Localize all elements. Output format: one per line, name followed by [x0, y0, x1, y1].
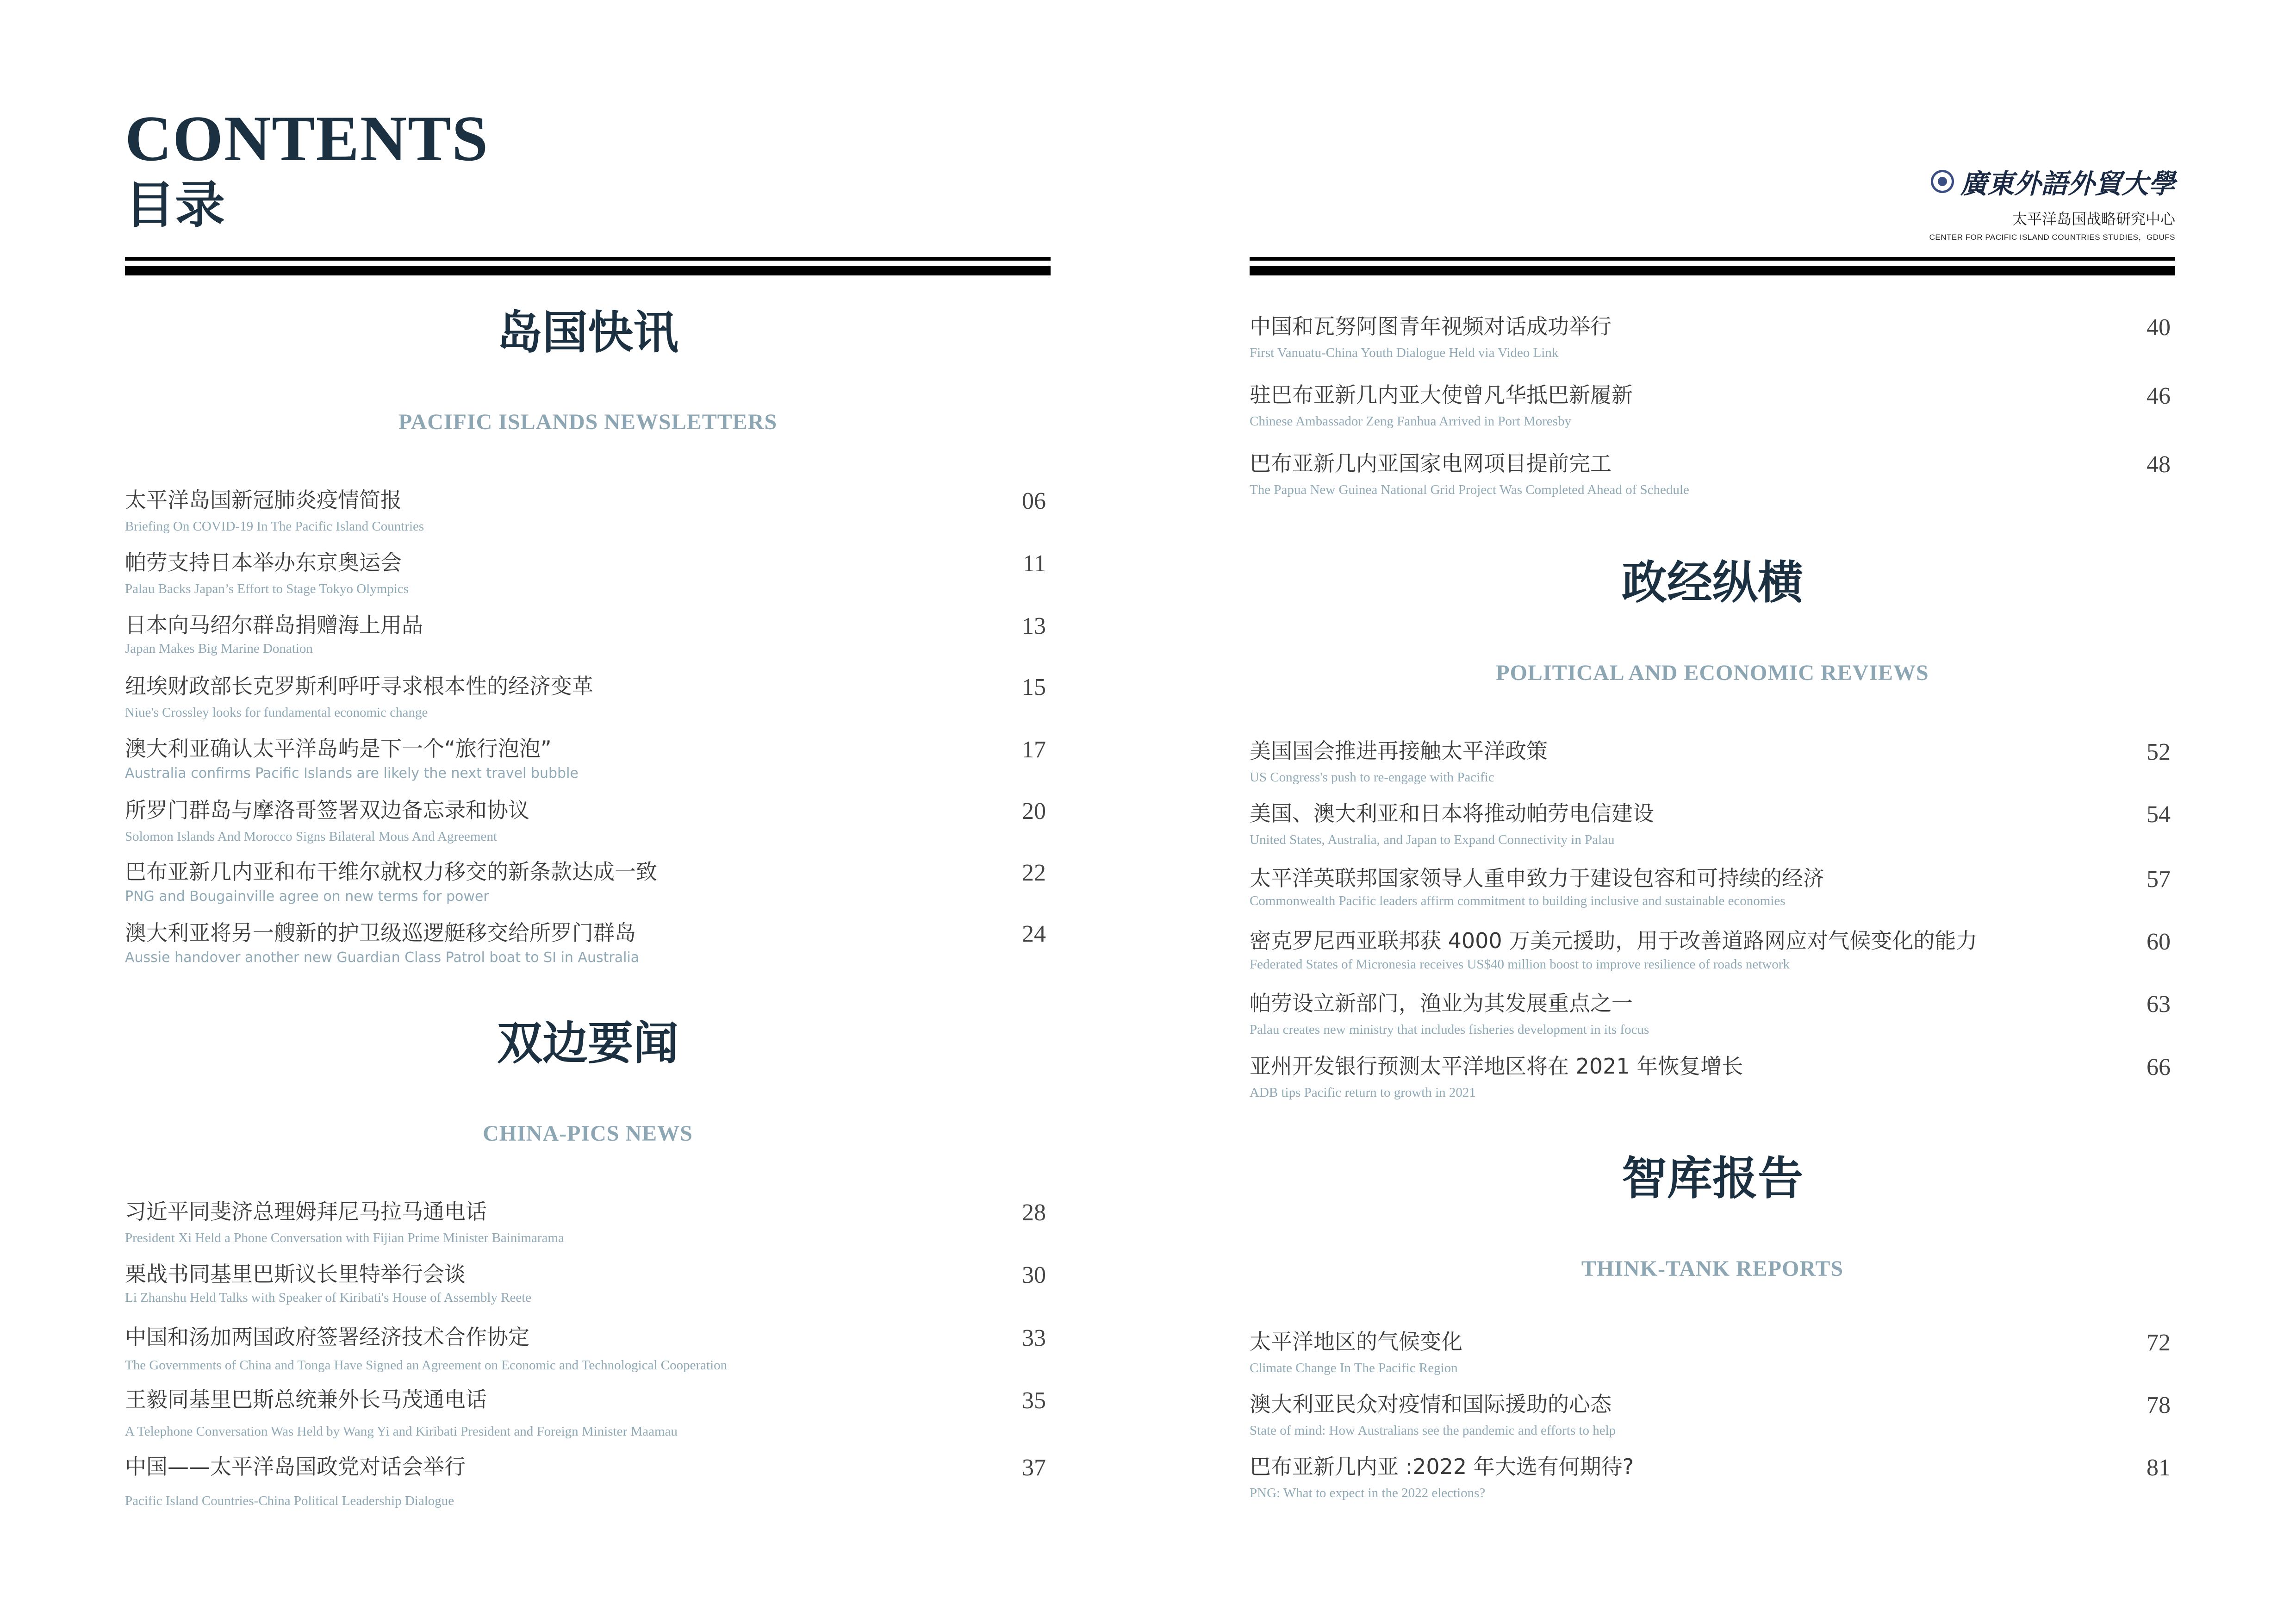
entry-title-en: Federated States of Micronesia receives US$40 million boost to improve resilience of roads network — [1250, 957, 1790, 972]
entry-title-cn: 美国国会推进再接触太平洋政策 — [1250, 738, 1548, 763]
entry-title-cn: 澳大利亚将另一艘新的护卫级巡逻艇移交给所罗门群岛 — [125, 920, 636, 945]
entry-title-cn: 澳大利亚确认太平洋岛屿是下一个“旅行泡泡” — [125, 736, 552, 761]
entry-page-number: 48 — [2147, 451, 2171, 478]
toc-entry[interactable] — [1250, 1330, 2175, 1386]
entry-page-number: 15 — [1022, 674, 1046, 700]
entry-title-en: ADB tips Pacific return to growth in 2021 — [1250, 1085, 1476, 1100]
entry-title-cn: 中国和汤加两国政府签署经济技术合作协定 — [125, 1324, 529, 1349]
entry-page-number: 37 — [1022, 1455, 1046, 1481]
entry-page-number: 11 — [1022, 550, 1046, 577]
section-title-cn: 岛国快讯 — [497, 306, 678, 359]
entry-title-en: President Xi Held a Phone Conversation with Fijian Prime Minister Bainimarama — [125, 1230, 564, 1245]
entry-title-cn: 栗战书同基里巴斯议长里特举行会谈 — [125, 1262, 466, 1287]
entry-page-number: 46 — [2147, 383, 2171, 409]
entry-title-en: PNG: What to expect in the 2022 elections? — [1250, 1486, 1486, 1500]
section-title-cn: 双边要闻 — [497, 1017, 678, 1070]
entry-page-number: 17 — [1022, 737, 1046, 763]
entry-title-en: Briefing On COVID-19 In The Pacific Island Countries — [125, 519, 424, 534]
entry-page-number: 22 — [1022, 860, 1046, 886]
entry-page-number: 24 — [1022, 921, 1046, 947]
toc-entry[interactable] — [125, 675, 1051, 730]
entry-page-number: 20 — [1022, 798, 1046, 824]
toc-entry[interactable] — [125, 551, 1051, 606]
toc-entry[interactable] — [1250, 1455, 2175, 1511]
toc-entry[interactable] — [125, 1455, 1051, 1511]
toc-entry[interactable] — [125, 737, 1051, 793]
entry-title-en: Commonwealth Pacific leaders affirm commitment to building inclusive and sustainable economies — [1250, 893, 1786, 908]
entry-title-cn: 太平洋岛国新冠肺炎疫情简报 — [125, 487, 402, 512]
section-title-en: POLITICAL AND ECONOMIC REVIEWS — [1496, 661, 1929, 685]
toc-entry[interactable] — [125, 921, 1051, 977]
entry-title-cn: 习近平同斐济总理姆拜尼马拉马通电话 — [125, 1199, 487, 1224]
header-rule-thick — [125, 266, 1051, 275]
entry-page-number: 52 — [2147, 739, 2171, 765]
toc-entry[interactable] — [1250, 992, 2175, 1047]
entry-title-cn: 帕劳设立新部门，渔业为其发展重点之一 — [1250, 991, 1633, 1016]
toc-entry[interactable] — [125, 1200, 1051, 1255]
section-title-cn: 政经纵横 — [1621, 556, 1803, 609]
entry-title-en: Solomon Islands And Morocco Signs Bilateral Mous And Agreement — [125, 829, 497, 844]
entry-page-number: 06 — [1022, 488, 1046, 514]
entry-title-en: Japan Makes Big Marine Donation — [125, 641, 313, 656]
toc-entry[interactable] — [1250, 929, 2175, 985]
entry-title-cn: 巴布亚新几内亚和布干维尔就权力移交的新条款达成一致 — [125, 859, 657, 884]
toc-entry[interactable] — [125, 1262, 1051, 1318]
entry-page-number: 72 — [2147, 1330, 2171, 1356]
entry-page-number: 81 — [2147, 1455, 2171, 1481]
section-title-en: PACIFIC ISLANDS NEWSLETTERS — [398, 410, 778, 434]
entry-title-cn: 巴布亚新几内亚 :2022 年大选有何期待? — [1250, 1454, 1634, 1479]
entry-title-cn: 太平洋地区的气候变化 — [1250, 1329, 1462, 1354]
entry-title-en: State of mind: How Australians see the pandemic and efforts to help — [1250, 1423, 1616, 1438]
entry-title-cn: 王毅同基里巴斯总统兼外长马茂通电话 — [125, 1387, 487, 1412]
entry-title-cn: 巴布亚新几内亚国家电网项目提前完工 — [1250, 451, 1612, 476]
toc-entry[interactable] — [125, 1388, 1051, 1443]
header-rule-thin — [125, 257, 1051, 261]
entry-page-number: 66 — [2147, 1054, 2171, 1081]
entry-title-cn: 驻巴布亚新几内亚大使曾凡华抵巴新履新 — [1250, 382, 1633, 407]
entry-page-number: 13 — [1022, 613, 1046, 639]
toc-entry[interactable] — [125, 613, 1051, 669]
header-rule-thick — [1250, 266, 2175, 275]
toc-entry[interactable] — [1250, 315, 2175, 370]
entry-title-cn: 密克罗尼西亚联邦获 4000 万美元援助，用于改善道路网应对气候变化的能力 — [1250, 928, 1978, 953]
university-logo — [1929, 162, 2175, 242]
entry-title-en: Pacific Island Countries-China Political Leadership Dialogue — [125, 1493, 454, 1508]
entry-title-en: The Governments of China and Tonga Have Signed an Agreement on Economic and Technological Cooperation — [125, 1358, 728, 1373]
entry-title-cn: 日本向马绍尔群岛捐赠海上用品 — [125, 612, 423, 637]
entry-page-number: 33 — [1022, 1325, 1046, 1351]
entry-title-en: The Papua New Guinea National Grid Project Was Completed Ahead of Schedule — [1250, 482, 1689, 497]
toc-entry[interactable] — [1250, 867, 2175, 922]
entry-title-en: Australia confirms Pacific Islands are likely the next travel bubble — [125, 765, 579, 781]
entry-title-en: Niue's Crossley looks for fundamental economic change — [125, 705, 428, 720]
entry-page-number: 40 — [2147, 314, 2171, 341]
entry-page-number: 35 — [1022, 1387, 1046, 1414]
contents-title: CONTENTS — [125, 103, 489, 175]
toc-entry[interactable] — [1250, 802, 2175, 857]
entry-title-en: Aussie handover another new Guardian Class Patrol boat to SI in Australia — [125, 949, 640, 966]
toc-entry[interactable] — [1250, 1393, 2175, 1448]
entry-page-number: 54 — [2147, 801, 2171, 828]
university-name: 廣東外語外貿大學 — [1960, 168, 2175, 200]
contents-title-cn: 目录 — [125, 176, 225, 234]
entry-title-en: US Congress's push to re-engage with Pacific — [1250, 770, 1494, 785]
toc-entry[interactable] — [125, 488, 1051, 544]
entry-page-number: 28 — [1022, 1199, 1046, 1226]
toc-entry[interactable] — [125, 860, 1051, 916]
entry-title-cn: 亚州开发银行预测太平洋地区将在 2021 年恢复增长 — [1250, 1054, 1743, 1079]
center-name: 太平洋岛国战略研究中心 — [2012, 210, 2175, 228]
section-title-en: THINK-TANK REPORTS — [1581, 1256, 1844, 1281]
entry-title-en: First Vanuatu-China Youth Dialogue Held via Video Link — [1250, 345, 1559, 360]
entry-title-cn: 帕劳支持日本举办东京奥运会 — [125, 550, 402, 575]
entry-title-cn: 中国——太平洋岛国政党对话会举行 — [125, 1454, 466, 1479]
toc-entry[interactable] — [1250, 452, 2175, 507]
entry-title-en: Palau creates new ministry that includes fisheries development in its focus — [1250, 1022, 1649, 1037]
entry-page-number: 30 — [1022, 1262, 1046, 1288]
entry-title-en: Climate Change In The Pacific Region — [1250, 1361, 1458, 1375]
entry-title-cn: 所罗门群岛与摩洛哥签署双边备忘录和协议 — [125, 798, 529, 823]
entry-title-en: Li Zhanshu Held Talks with Speaker of Kiribati's House of Assembly Reete — [125, 1290, 532, 1305]
entry-title-cn: 美国、澳大利亚和日本将推动帕劳电信建设 — [1250, 801, 1654, 826]
toc-entry[interactable] — [125, 1325, 1051, 1381]
entry-title-en: PNG and Bougainville agree on new terms for power — [125, 888, 489, 905]
toc-entry[interactable] — [1250, 1055, 2175, 1110]
entry-page-number: 63 — [2147, 991, 2171, 1018]
entry-title-cn: 澳大利亚民众对疫情和国际援助的心态 — [1250, 1392, 1612, 1417]
entry-page-number: 57 — [2147, 866, 2171, 893]
entry-page-number: 78 — [2147, 1392, 2171, 1418]
toc-entry[interactable] — [1250, 383, 2175, 439]
center-name-en: CENTER FOR PACIFIC ISLAND COUNTRIES STUDIES，GDUFS — [1929, 233, 2175, 242]
entry-title-en: Chinese Ambassador Zeng Fanhua Arrived in Port Moresby — [1250, 414, 1572, 429]
header-rule-thin — [1250, 257, 2175, 261]
toc-entry[interactable] — [1250, 739, 2175, 795]
entry-title-en: United States, Australia, and Japan to Expand Connectivity in Palau — [1250, 832, 1615, 847]
entry-title-cn: 太平洋英联邦国家领导人重申致力于建设包容和可持续的经济 — [1250, 866, 1824, 891]
section-title-en: CHINA-PICS NEWS — [483, 1121, 693, 1146]
entry-page-number: 60 — [2147, 929, 2171, 955]
toc-entry[interactable] — [125, 799, 1051, 854]
entry-title-en: A Telephone Conversation Was Held by Wang Yi and Kiribati President and Foreign Minister Maamau — [125, 1424, 678, 1439]
section-title-cn: 智库报告 — [1621, 1152, 1803, 1205]
entry-title-en: Palau Backs Japan’s Effort to Stage Tokyo Olympics — [125, 581, 409, 596]
entry-title-cn: 中国和瓦努阿图青年视频对话成功举行 — [1250, 314, 1612, 339]
entry-title-cn: 纽埃财政部长克罗斯利呼吁寻求根本性的经济变革 — [125, 674, 593, 699]
university-seal-icon — [1931, 170, 1954, 193]
